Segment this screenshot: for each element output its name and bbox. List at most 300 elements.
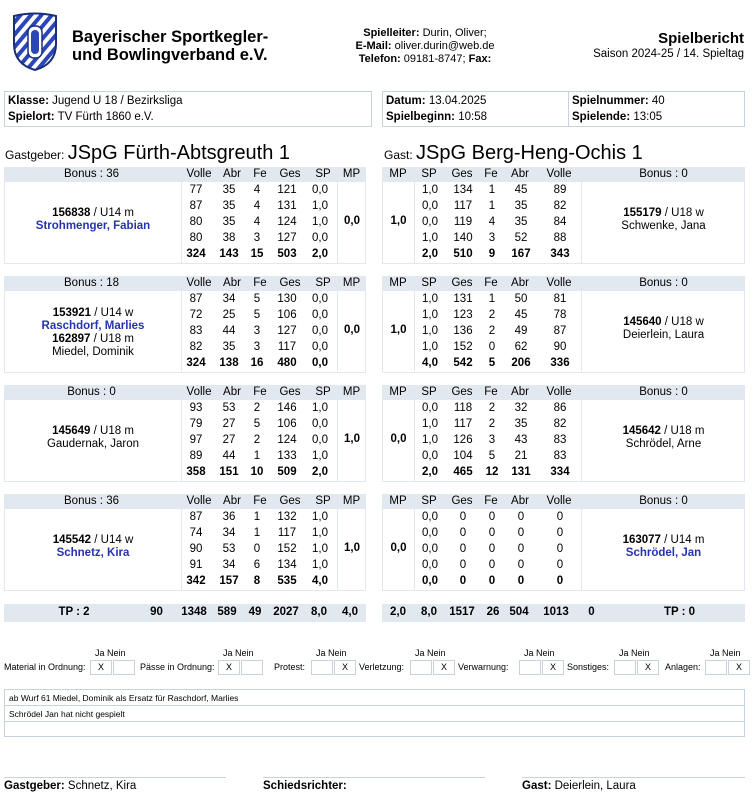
guest-total-fe: 26 (486, 606, 500, 618)
cell: 35 (514, 200, 528, 212)
col-header: Fe (484, 495, 498, 507)
home-body (4, 291, 366, 373)
home-throw-row (5, 525, 367, 541)
cell: 45 (514, 184, 528, 196)
cell: 82 (553, 418, 567, 430)
cell: 342 (186, 575, 206, 587)
guest-throw-row (383, 291, 746, 307)
cell: 480 (277, 357, 297, 369)
col-header: Abr (223, 495, 241, 507)
league-contact: Spielleiter: Durin, Oliver; E-Mail: oliver.durin@web.de Telefon: 09181-8747; Fax: (355, 27, 495, 65)
check-nein-box[interactable] (241, 660, 263, 675)
cell: 1,0 (422, 341, 438, 353)
match-block (4, 385, 745, 482)
guest-header (382, 276, 745, 291)
checks-row (4, 648, 745, 678)
col-header: Ges (279, 277, 301, 289)
cell: 0,0 (312, 184, 328, 196)
cell: 124 (277, 434, 297, 446)
cell: 80 (189, 232, 203, 244)
guest-total-row (383, 464, 746, 480)
col-header: Ges (279, 386, 301, 398)
col-header: Volle (546, 495, 572, 507)
cell: 3 (488, 434, 496, 446)
cell: 35 (514, 418, 528, 430)
col-header: Fe (484, 386, 498, 398)
cell: 86 (553, 402, 567, 414)
cell: 0 (488, 341, 496, 353)
match-block (4, 494, 745, 591)
home-throw-row (5, 416, 367, 432)
cell: 0 (517, 511, 525, 523)
cell: 510 (453, 248, 473, 260)
cell: 44 (222, 450, 236, 462)
check-nein-box[interactable]: X (728, 660, 750, 675)
cell: 4 (253, 200, 261, 212)
cell: 0 (556, 511, 564, 523)
cell: 4,0 (422, 357, 438, 369)
home-throw-row (5, 291, 367, 307)
cell: 0 (488, 543, 496, 555)
cell: 0,0 (422, 216, 438, 228)
col-header: MP (389, 495, 407, 507)
home-throw-row (5, 557, 367, 573)
cell: 117 (277, 341, 297, 353)
check-label: Sonstiges: (567, 662, 610, 672)
col-header: Volle (546, 277, 572, 289)
cell: 324 (186, 357, 206, 369)
cell: 0,0 (422, 511, 438, 523)
cell: 1,0 (422, 325, 438, 337)
remark-line (5, 722, 744, 738)
cell: 136 (453, 325, 473, 337)
home-mp: 0,0 (344, 324, 360, 336)
cell: 151 (219, 466, 239, 478)
match-block (4, 276, 745, 373)
cell: 0,0 (422, 527, 438, 539)
guest-mp: 0,0 (390, 542, 407, 554)
check-nein-box[interactable] (113, 660, 135, 675)
check-ja-box[interactable] (614, 660, 636, 675)
cell: 5 (488, 357, 496, 369)
home-total-ges: 2027 (273, 606, 299, 618)
cell: 143 (219, 248, 239, 260)
cell: 1,0 (312, 527, 328, 539)
check-ja-box[interactable] (519, 660, 541, 675)
col-header: SP (421, 168, 437, 180)
col-header: Fe (253, 495, 267, 507)
guest-body (382, 509, 745, 591)
cell: 2 (488, 309, 496, 321)
cell: 32 (514, 402, 528, 414)
cell: 117 (453, 418, 473, 430)
cell: 97 (189, 434, 203, 446)
remarks-box (4, 689, 745, 737)
cell: 133 (277, 450, 297, 462)
cell: 1 (253, 450, 261, 462)
ja-nein-header: Ja Nein (524, 648, 555, 658)
guest-total-row (383, 573, 746, 589)
cell: 465 (453, 466, 473, 478)
home-players: 153921 / U14 w Raschdorf, Marlies 162897 / U18 m Miedel, Dominik (5, 307, 181, 359)
col-header: SP (421, 277, 437, 289)
cell: 0 (556, 575, 564, 587)
cell: 0,0 (312, 232, 328, 244)
col-header: MP (389, 277, 407, 289)
home-body (4, 182, 366, 264)
home-total-row (5, 355, 367, 371)
ja-nein-header: Ja Nein (316, 648, 347, 658)
cell: 83 (553, 450, 567, 462)
cell: 35 (514, 216, 528, 228)
cell: 34 (222, 559, 236, 571)
home-total-bonus: 90 (150, 606, 163, 618)
home-throw-row (5, 230, 367, 246)
cell: 44 (222, 325, 236, 337)
cell: 0 (517, 559, 525, 571)
cell: 49 (514, 325, 528, 337)
check-nein-box[interactable]: X (542, 660, 564, 675)
home-bonus: Bonus : 36 (64, 168, 119, 180)
cell: 2 (488, 325, 496, 337)
guest-mp: 0,0 (390, 433, 407, 445)
col-header: Volle (546, 386, 572, 398)
home-total-sp: 8,0 (311, 606, 327, 618)
cell: 52 (514, 232, 528, 244)
guest-team: Gast: JSpG Berg-Heng-Ochis 1 (384, 142, 643, 164)
check-nein-box[interactable]: X (334, 660, 356, 675)
cell: 2 (488, 418, 496, 430)
player-name[interactable]: Schrödel, Arne (625, 438, 702, 450)
cell: 1,0 (422, 309, 438, 321)
cell: 2,0 (422, 466, 438, 478)
cell: 81 (553, 293, 567, 305)
guest-mp: 1,0 (390, 215, 407, 227)
guest-total-row (383, 246, 746, 262)
col-header: Volle (546, 168, 572, 180)
check-nein-box[interactable]: X (637, 660, 659, 675)
cell: 123 (453, 309, 473, 321)
col-header: SP (421, 386, 437, 398)
home-throw-row (5, 400, 367, 416)
cell: 34 (222, 293, 236, 305)
home-total-volle: 1348 (181, 606, 207, 618)
check-ja-box[interactable] (410, 660, 432, 675)
cell: 0 (517, 543, 525, 555)
cell: 358 (186, 466, 206, 478)
home-total-fe: 49 (248, 606, 262, 618)
cell: 106 (277, 418, 297, 430)
cell: 2 (488, 402, 496, 414)
cell: 1,0 (422, 434, 438, 446)
home-tp: TP : 2 (58, 606, 90, 618)
guest-players: 163077 / U14 m Schrödel, Jan (581, 534, 746, 560)
cell: 119 (453, 216, 473, 228)
cell: 87 (189, 293, 203, 305)
home-players: 145542 / U14 w Schnetz, Kira (5, 534, 181, 560)
cell: 90 (189, 543, 203, 555)
home-total-abr: 589 (217, 606, 237, 618)
home-total-mp: 4,0 (342, 606, 358, 618)
cell: 36 (222, 511, 236, 523)
check-ja-box[interactable] (311, 660, 333, 675)
cell: 535 (277, 575, 297, 587)
ja-nein-header: Ja Nein (415, 648, 446, 658)
check-label: Anlagen: (665, 662, 701, 672)
cell: 152 (453, 341, 473, 353)
cell: 127 (277, 325, 297, 337)
cell: 35 (222, 216, 236, 228)
cell: 45 (514, 309, 528, 321)
check-ja-box[interactable]: X (90, 660, 112, 675)
col-header: SP (315, 168, 331, 180)
cell: 2 (253, 402, 261, 414)
cell: 4 (488, 216, 496, 228)
cell: 2,0 (422, 248, 438, 260)
col-header: SP (421, 495, 437, 507)
cell: 0 (556, 543, 564, 555)
cell: 138 (219, 357, 239, 369)
cell: 83 (189, 325, 203, 337)
player-name[interactable]: Schnetz, Kira (56, 547, 130, 559)
cell: 0,0 (312, 434, 328, 446)
cell: 131 (511, 466, 531, 478)
cell: 134 (453, 184, 473, 196)
cell: 146 (277, 402, 297, 414)
cell: 206 (511, 357, 531, 369)
cell: 4,0 (312, 575, 328, 587)
player-name[interactable]: Schrödel, Jan (625, 547, 702, 559)
col-header: MP (389, 168, 407, 180)
cell: 1,0 (312, 216, 328, 228)
guest-tp: TP : 0 (663, 606, 696, 618)
cell: 89 (189, 450, 203, 462)
cell: 1,0 (422, 293, 438, 305)
player-name[interactable]: Schwenke, Jana (621, 220, 706, 232)
cell: 509 (277, 466, 297, 478)
cell: 78 (553, 309, 567, 321)
check-label: Verletzung: (359, 662, 405, 672)
cell: 87 (189, 200, 203, 212)
cell: 1,0 (312, 543, 328, 555)
home-throw-row (5, 323, 367, 339)
col-header: Fe (253, 277, 267, 289)
cell: 87 (189, 511, 203, 523)
report-title: Spielbericht Saison 2024-25 / 14. Spieltag (593, 30, 744, 60)
col-header: Volle (186, 495, 212, 507)
guest-header (382, 167, 745, 182)
cell: 5 (488, 450, 496, 462)
col-header: Abr (511, 277, 529, 289)
ja-nein-header: Ja Nein (223, 648, 254, 658)
check-ja-box[interactable]: X (218, 660, 240, 675)
home-bonus: Bonus : 36 (64, 495, 119, 507)
cell: 0,0 (422, 402, 438, 414)
cell: 12 (485, 466, 499, 478)
guest-total-bonus: 0 (588, 606, 595, 618)
guest-players: 145642 / U18 m Schrödel, Arne (581, 425, 746, 451)
cell: 0 (459, 575, 467, 587)
home-team: Gastgeber: JSpG Fürth-Abtsgreuth 1 (5, 142, 291, 164)
col-header: Abr (511, 168, 529, 180)
cell: 3 (253, 325, 261, 337)
col-header: SP (315, 495, 331, 507)
guest-players: 145640 / U18 w Deierlein, Laura (581, 316, 746, 342)
col-header: Abr (223, 168, 241, 180)
cell: 3 (253, 232, 261, 244)
cell: 152 (277, 543, 297, 555)
check-label: Pässe in Ordnung: (140, 662, 215, 672)
col-header: SP (315, 277, 331, 289)
guest-throw-row (383, 400, 746, 416)
col-header: MP (342, 386, 361, 398)
col-header: Ges (451, 495, 473, 507)
home-header (4, 385, 366, 400)
cell: 1,0 (422, 418, 438, 430)
guest-bonus: Bonus : 0 (639, 495, 688, 507)
home-throw-row (5, 339, 367, 355)
remark-line: ab Wurf 61 Miedel, Dominik als Ersatz für Raschdorf, Marlies (5, 690, 744, 706)
cell: 10 (250, 466, 264, 478)
check-ja-box[interactable] (705, 660, 727, 675)
cell: 1 (253, 511, 261, 523)
cell: 0,0 (422, 450, 438, 462)
home-players: 145649 / U18 m Gaudernak, Jaron (5, 425, 181, 451)
cell: 124 (277, 216, 297, 228)
home-bonus: Bonus : 0 (67, 386, 116, 398)
cell: 38 (222, 232, 236, 244)
cell: 130 (277, 293, 297, 305)
signature-guest: Gast: Deierlein, Laura (522, 777, 745, 792)
remark-line: Schrödel Jan hat nicht gespielt (5, 706, 744, 722)
col-header: Fe (253, 168, 267, 180)
player-name[interactable]: Strohmenger, Fabian (35, 220, 151, 232)
cell: 1 (488, 200, 496, 212)
cell: 35 (222, 184, 236, 196)
player-name[interactable]: Gaudernak, Jaron (46, 438, 140, 450)
cell: 0,0 (312, 325, 328, 337)
home-throw-row (5, 432, 367, 448)
match-block (4, 167, 745, 264)
cell: 83 (553, 434, 567, 446)
col-header: Abr (223, 386, 241, 398)
check-label: Verwarnung: (458, 662, 509, 672)
cell: 0 (488, 511, 496, 523)
cell: 503 (277, 248, 297, 260)
col-header: Volle (186, 168, 212, 180)
home-throw-row (5, 198, 367, 214)
cell: 0 (253, 543, 261, 555)
cell: 25 (222, 309, 236, 321)
cell: 324 (186, 248, 206, 260)
cell: 131 (277, 200, 297, 212)
cell: 1,0 (312, 511, 328, 523)
cell: 336 (550, 357, 570, 369)
col-header: Ges (451, 168, 473, 180)
check-nein-box[interactable]: X (433, 660, 455, 675)
guest-total-row (383, 355, 746, 371)
organization-name: Bayerischer Sportkegler- und Bowlingverband e.V. (72, 28, 269, 64)
cell: 21 (514, 450, 528, 462)
cell: 0,0 (312, 309, 328, 321)
cell: 132 (277, 511, 297, 523)
col-header: MP (389, 386, 407, 398)
cell: 35 (222, 341, 236, 353)
home-throw-row (5, 448, 367, 464)
cell: 127 (277, 232, 297, 244)
cell: 50 (514, 293, 528, 305)
cell: 74 (189, 527, 203, 539)
ja-nein-header: Ja Nein (95, 648, 126, 658)
guest-body (382, 291, 745, 373)
guest-total-ges: 1517 (449, 606, 475, 618)
guest-players: 155179 / U18 w Schwenke, Jana (581, 207, 746, 233)
cell: 131 (453, 293, 473, 305)
cell: 157 (219, 575, 239, 587)
home-mp: 0,0 (344, 215, 360, 227)
home-total-row (5, 464, 367, 480)
player-name[interactable]: Miedel, Dominik (52, 346, 134, 358)
home-total-row (5, 573, 367, 589)
player-name[interactable]: Raschdorf, Marlies (41, 320, 145, 332)
home-mp: 1,0 (344, 542, 360, 554)
signature-home: Gastgeber: Schnetz, Kira (4, 777, 226, 792)
cell: 89 (553, 184, 567, 196)
home-body (4, 509, 366, 591)
player-name[interactable]: Deierlein, Laura (622, 329, 705, 341)
cell: 0,0 (422, 543, 438, 555)
home-total-row (5, 246, 367, 262)
col-header: Fe (484, 168, 498, 180)
cell: 0 (488, 559, 496, 571)
cell: 167 (511, 248, 531, 260)
col-header: Abr (511, 495, 529, 507)
guest-throw-row (383, 509, 746, 525)
cell: 0,0 (312, 357, 328, 369)
cell: 1 (488, 293, 496, 305)
col-header: Ges (451, 386, 473, 398)
col-header: Fe (253, 386, 267, 398)
guest-bonus: Bonus : 0 (639, 386, 688, 398)
cell: 27 (222, 434, 236, 446)
col-header: Abr (511, 386, 529, 398)
cell: 0,0 (422, 559, 438, 571)
col-header: Volle (186, 277, 212, 289)
guest-bonus: Bonus : 0 (639, 277, 688, 289)
match-info-right: Datum: 13.04.2025 Spielbeginn: 10:58 Spielnummer: 40 Spielende: 13:05 (382, 91, 745, 127)
cell: 72 (189, 309, 203, 321)
cell: 6 (253, 559, 261, 571)
cell: 34 (222, 527, 236, 539)
col-header: MP (342, 168, 361, 180)
cell: 5 (253, 418, 261, 430)
cell: 0 (459, 527, 467, 539)
home-body (4, 400, 366, 482)
cell: 84 (553, 216, 567, 228)
home-throw-row (5, 541, 367, 557)
cell: 3 (253, 341, 261, 353)
cell: 1,0 (422, 184, 438, 196)
cell: 80 (189, 216, 203, 228)
cell: 62 (514, 341, 528, 353)
guest-header (382, 385, 745, 400)
cell: 35 (222, 200, 236, 212)
cell: 0,0 (422, 200, 438, 212)
col-header: MP (342, 495, 361, 507)
signature-referee: Schiedsrichter: (263, 777, 485, 792)
cell: 2,0 (312, 466, 328, 478)
cell: 3 (488, 232, 496, 244)
